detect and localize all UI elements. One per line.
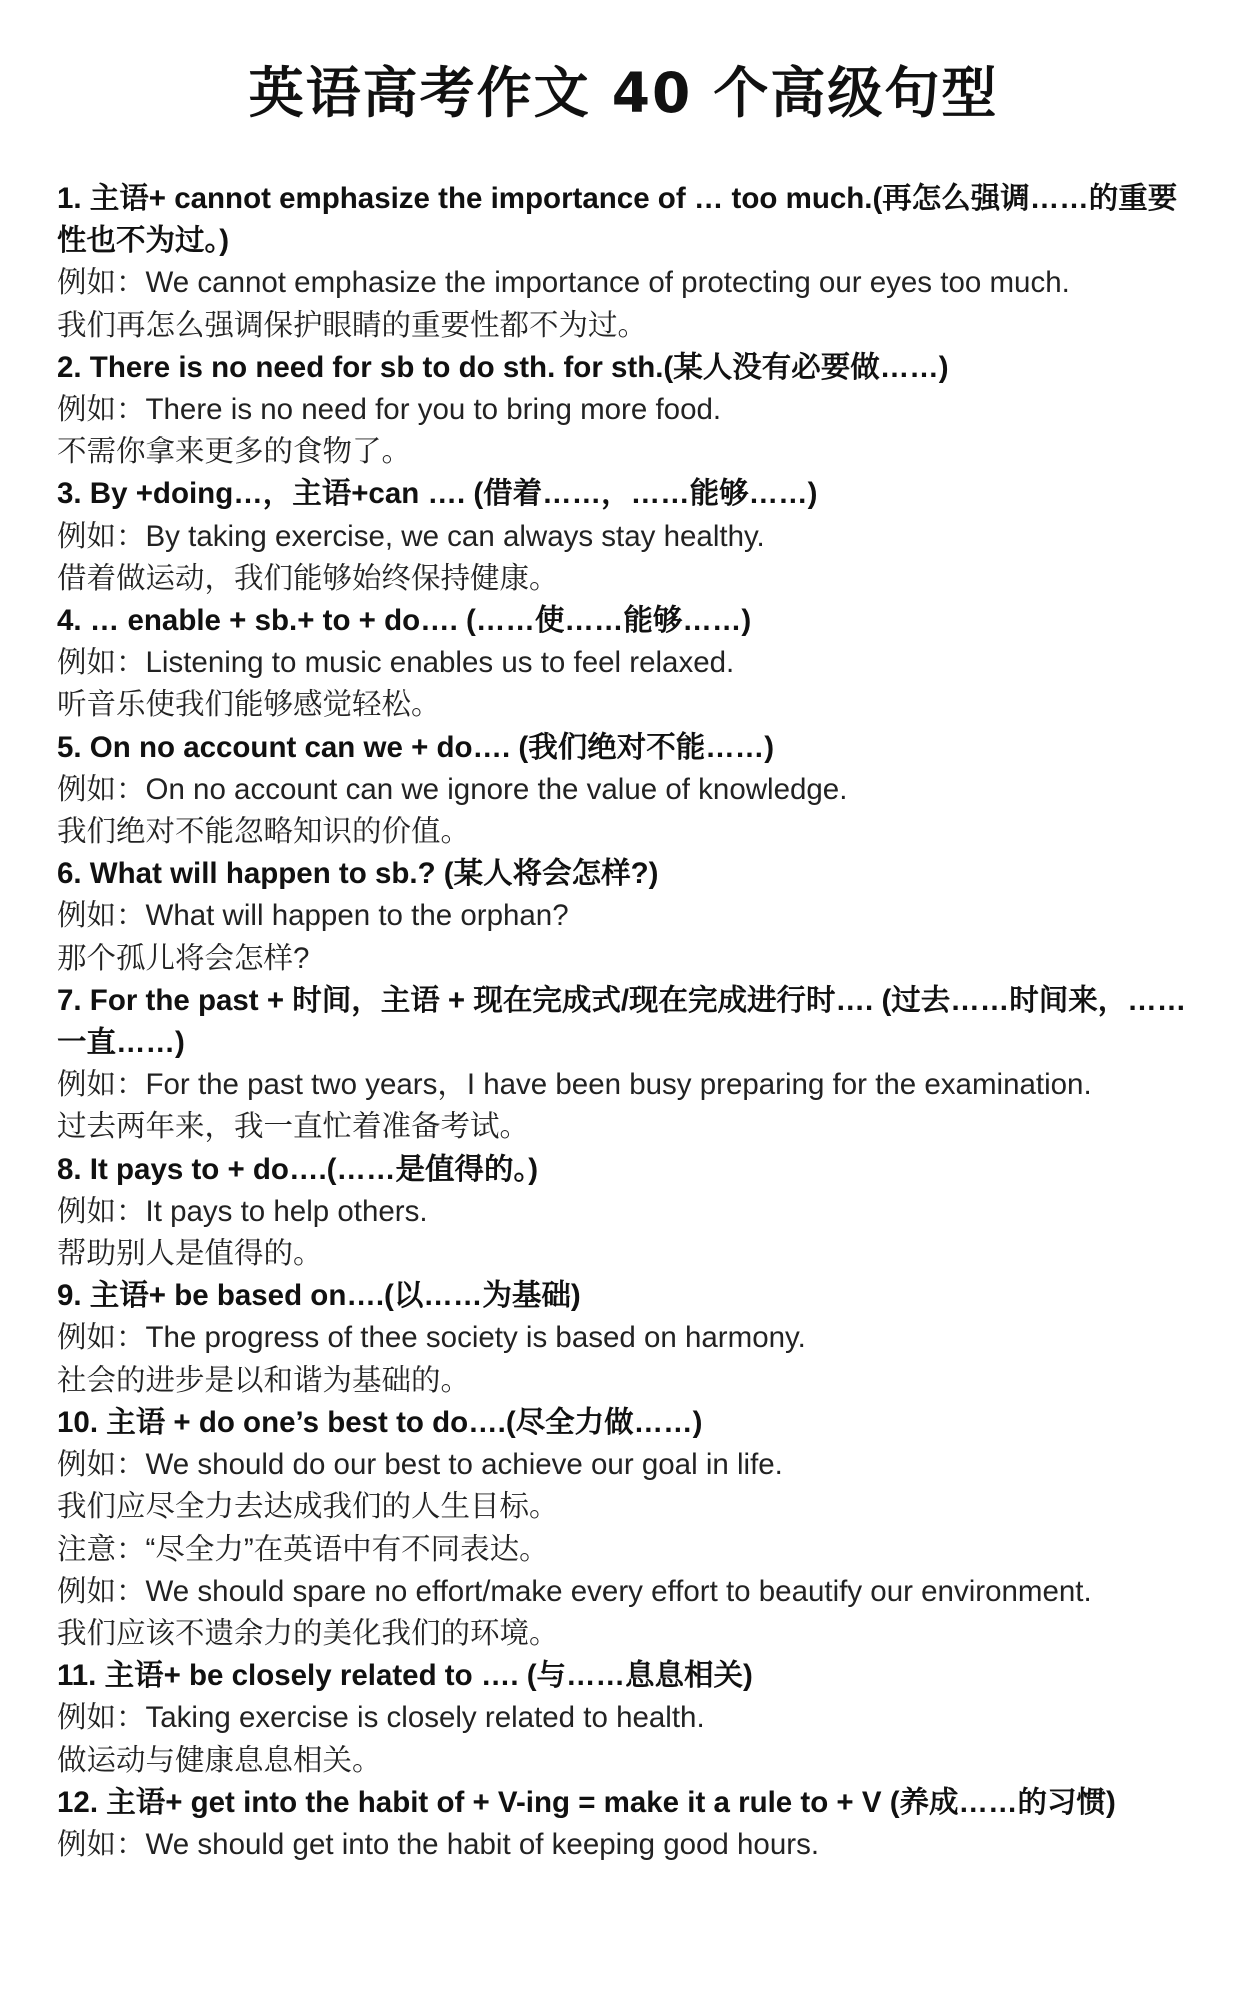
pattern-heading: 5. On no account can we + do…. (我们绝对不能……) [57,730,775,764]
list-item [57,1275,1190,1402]
example-sentence: 例如：On no account can we ignore the value of knowledge. [57,772,848,806]
list-item [57,1402,1190,1655]
list-item [57,178,1190,347]
pattern-heading: 3. By +doing…，主语+can …. (借着……，……能够……) [57,477,818,511]
list-item [57,980,1190,1149]
list-item [57,347,1190,474]
pattern-heading: 10. 主语 + do one’s best to do….(尽全力做……) [57,1405,703,1439]
chinese-translation: 听音乐使我们能够感觉轻松。 [57,688,441,722]
usage-note: 注意：“尽全力”在英语中有不同表达。 [57,1532,549,1566]
example-sentence: 例如：We should spare no effort/make every effort to beautify our environment. [57,1574,1092,1608]
pattern-heading: 8. It pays to + do….(……是值得的。) [57,1152,539,1186]
chinese-translation: 我们再怎么强调保护眼睛的重要性都不为过。 [57,308,648,342]
chinese-translation: 过去两年来，我一直忙着准备考试。 [57,1110,530,1144]
example-sentence: 例如：What will happen to the orphan? [57,899,569,933]
chinese-translation: 我们应尽全力去达成我们的人生目标。 [57,1490,559,1524]
chinese-translation: 借着做运动，我们能够始终保持健康。 [57,561,559,595]
example-sentence: 例如：Listening to music enables us to feel relaxed. [57,646,735,680]
example-sentence: 例如：We should get into the habit of keeping good hours. [57,1827,820,1861]
example-sentence: 例如：We cannot emphasize the importance of protecting our eyes too much. [57,266,1070,300]
chinese-translation: 那个孤儿将会怎样? [57,941,310,975]
example-sentence: 例如：Taking exercise is closely related to health. [57,1701,705,1735]
chinese-translation: 不需你拿来更多的食物了。 [57,435,412,469]
chinese-translation: 我们绝对不能忽略知识的价值。 [57,815,471,849]
sentence-pattern-list [57,178,1190,1866]
list-item [57,473,1190,600]
pattern-heading: 2. There is no need for sb to do sth. for sth.(某人没有必要做……) [57,350,949,384]
list-item [57,727,1190,854]
pattern-heading: 7. For the past + 时间，主语 + 现在完成式/现在完成进行时…. (过去……时间来，……一直……) [57,983,1187,1060]
example-sentence: 例如：It pays to help others. [57,1194,428,1228]
pattern-heading: 11. 主语+ be closely related to …. (与……息息相关) [57,1659,753,1693]
example-sentence: 例如：There is no need for you to bring more food. [57,393,722,427]
chinese-translation: 帮助别人是值得的。 [57,1237,323,1271]
example-sentence: 例如：For the past two years，I have been busy preparing for the examination. [57,1068,1092,1102]
pattern-heading: 6. What will happen to sb.? (某人将会怎样?) [57,857,659,891]
list-item [57,600,1190,727]
pattern-heading: 12. 主语+ get into the habit of + V-ing = make it a rule to + V (养成……的习惯) [57,1785,1116,1819]
pattern-heading: 1. 主语+ cannot emphasize the importance of … too much.(再怎么强调……的重要性也不为过。) [57,182,1178,258]
list-item [57,1655,1190,1782]
list-item [57,853,1190,980]
example-sentence: 例如：We should do our best to achieve our goal in life. [57,1448,783,1482]
chinese-translation: 做运动与健康息息相关。 [57,1743,382,1777]
pattern-heading: 9. 主语+ be based on….(以……为基础) [57,1279,581,1313]
page-title: 英语高考作文 40 个高级句型 [248,61,999,125]
example-sentence: 例如：The progress of thee society is based on harmony. [57,1321,806,1355]
chinese-translation: 社会的进步是以和谐为基础的。 [57,1363,471,1397]
chinese-translation: 我们应该不遗余力的美化我们的环境。 [57,1616,559,1650]
list-item [57,1782,1190,1866]
pattern-heading: 4. … enable + sb.+ to + do…. (……使……能够……) [57,604,752,638]
example-sentence: 例如：By taking exercise, we can always stay healthy. [57,519,765,553]
list-item [57,1149,1190,1276]
